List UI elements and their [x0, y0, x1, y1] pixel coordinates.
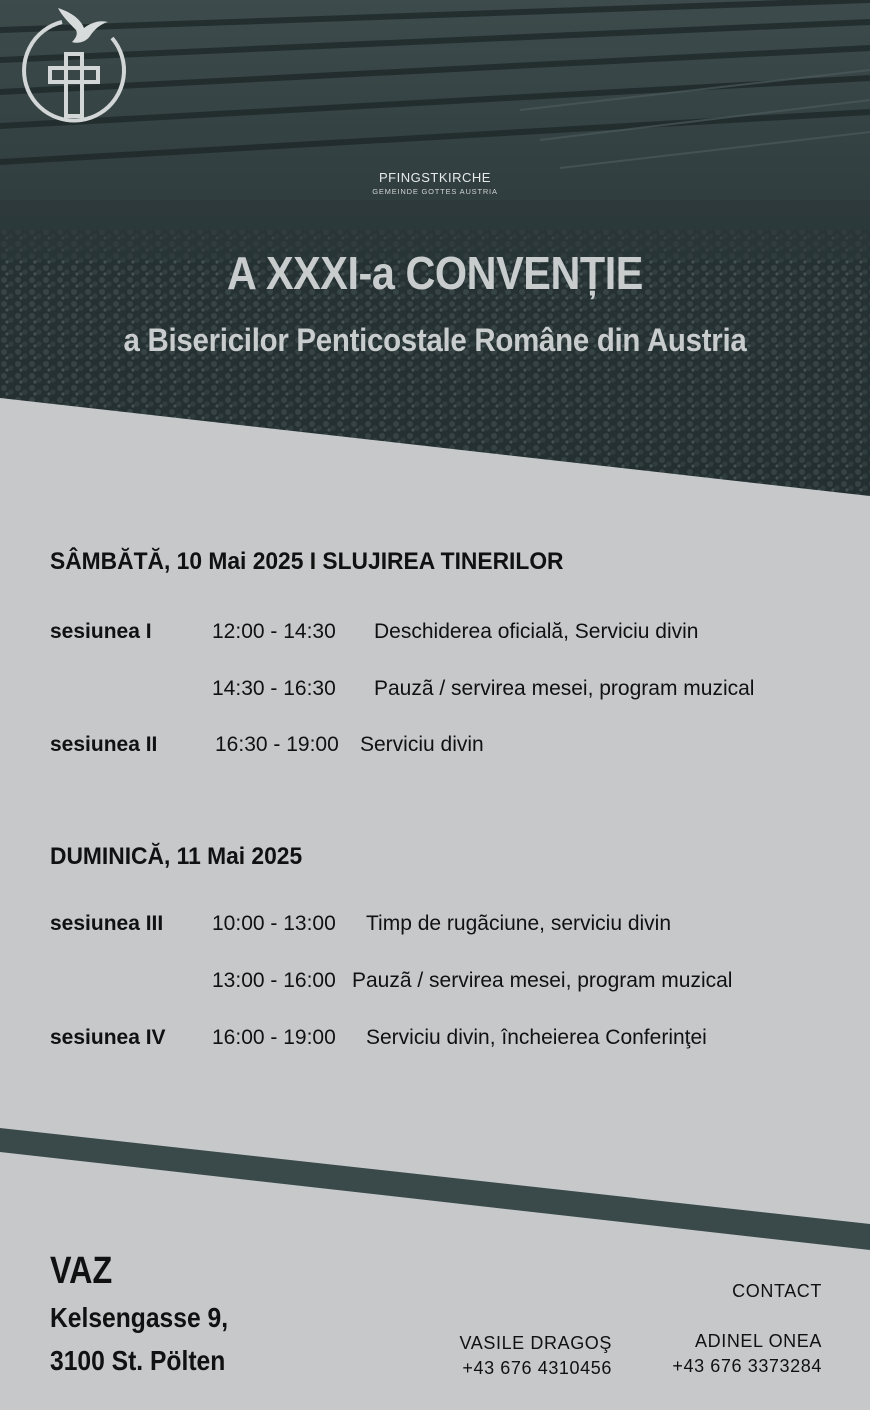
venue-name: VAZ — [50, 1250, 113, 1292]
sunday-heading: DUMINICĂ, 11 Mai 2025 — [50, 843, 303, 870]
session-description: Timp de rugãciune, serviciu divin — [366, 912, 672, 935]
session-description: Serviciu divin, încheierea Conferinţei — [366, 1026, 707, 1049]
contact-phone[interactable]: +43 676 3373284 — [672, 1356, 822, 1376]
hero-banner — [0, 0, 870, 500]
session-label: sesiunea IV — [50, 1026, 166, 1049]
page-title: A XXXI-a CONVENȚIE — [227, 247, 643, 299]
logo-name: PFINGSTKIRCHE — [379, 170, 491, 185]
session-description: Pauzã / servirea mesei, program muzical — [352, 969, 733, 992]
session-label: sesiunea I — [50, 620, 152, 643]
session-time: 12:00 - 14:30 — [212, 620, 336, 643]
venue-street: Kelsengasse 9, — [50, 1302, 229, 1333]
session-label: sesiunea III — [50, 912, 164, 935]
contact-name: VASILE DRAGOŞ — [459, 1333, 612, 1353]
session-time: 16:30 - 19:00 — [215, 733, 339, 756]
session-description: Pauzã / servirea mesei, program muzical — [374, 677, 755, 700]
church-logo-icon — [0, 0, 150, 160]
saturday-heading: SÂMBĂTĂ, 10 Mai 2025 I SLUJIREA TINERILOR — [50, 548, 564, 575]
venue-city: 3100 St. Pölten — [50, 1345, 226, 1376]
session-time: 13:00 - 16:00 — [212, 969, 336, 992]
session-description: Deschiderea oficială, Serviciu divin — [374, 620, 699, 643]
logo-subtitle: GEMEINDE GOTTES AUSTRIA — [372, 187, 498, 196]
session-time: 10:00 - 13:00 — [212, 912, 336, 935]
page-subtitle: a Bisericilor Penticostale Române din Austria — [123, 322, 747, 358]
session-time: 16:00 - 19:00 — [212, 1026, 336, 1049]
session-description: Serviciu divin — [360, 733, 484, 756]
contact-phone[interactable]: +43 676 4310456 — [462, 1358, 612, 1378]
contact-label: CONTACT — [732, 1281, 822, 1301]
session-label: sesiunea II — [50, 733, 158, 756]
session-time: 14:30 - 16:30 — [212, 677, 336, 700]
contact-name: ADINEL ONEA — [695, 1331, 822, 1351]
